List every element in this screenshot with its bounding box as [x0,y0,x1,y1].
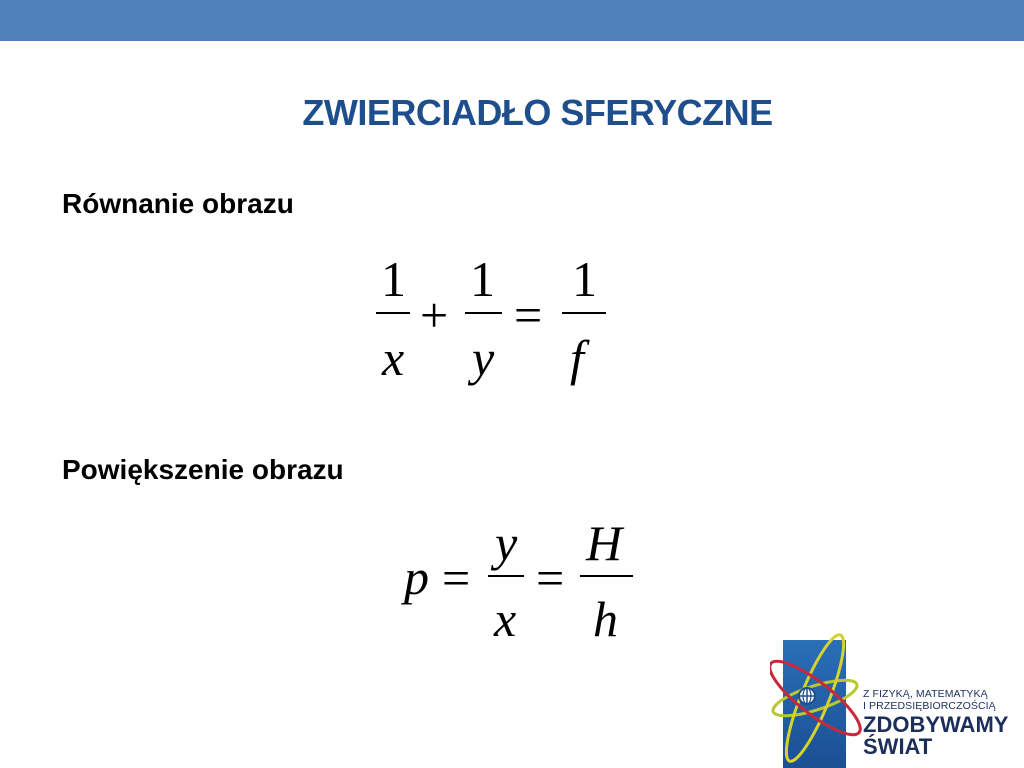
eq2-frac2-numerator: H [586,515,623,571]
eq1-frac3-numerator: 1 [572,251,597,307]
logo-text-line-1: Z FIZYKĄ, MATEMATYKĄ [863,688,988,700]
equation-1-label: Równanie obrazu [62,188,294,219]
eq1-frac1-denominator: x [382,330,405,386]
eq1-plus-sign: + [420,287,449,343]
eq1-frac1-numerator: 1 [381,251,406,307]
eq1-frac2-numerator: 1 [470,251,495,307]
eq2-equals-sign-1: = [442,550,471,606]
eq1-frac2-denominator: y [472,330,495,386]
eq2-frac2-denominator: h [593,591,618,647]
eq2-frac1-numerator: y [495,515,518,571]
eq2-equals-sign-2: = [536,550,565,606]
logo-text-line-3: ZDOBYWAMY [863,712,1009,737]
eq2-lhs: p [404,549,429,605]
eq1-equals-sign: = [514,287,543,343]
equation-2-label: Powiększenie obrazu [62,454,344,485]
eq2-frac1-denominator: x [494,591,517,647]
eq2-frac2-bar [580,575,633,577]
project-logo [770,622,1024,768]
logo-text-line-2: I PRZEDSIĘBIORCZOŚCIĄ [863,700,996,712]
logo-text-line-4: ŚWIAT [863,734,933,759]
eq2-frac1-bar [488,575,524,577]
slide-title: ZWIERCIADŁO SFERYCZNE [302,92,773,133]
eq1-frac3-denominator: f [570,330,584,386]
